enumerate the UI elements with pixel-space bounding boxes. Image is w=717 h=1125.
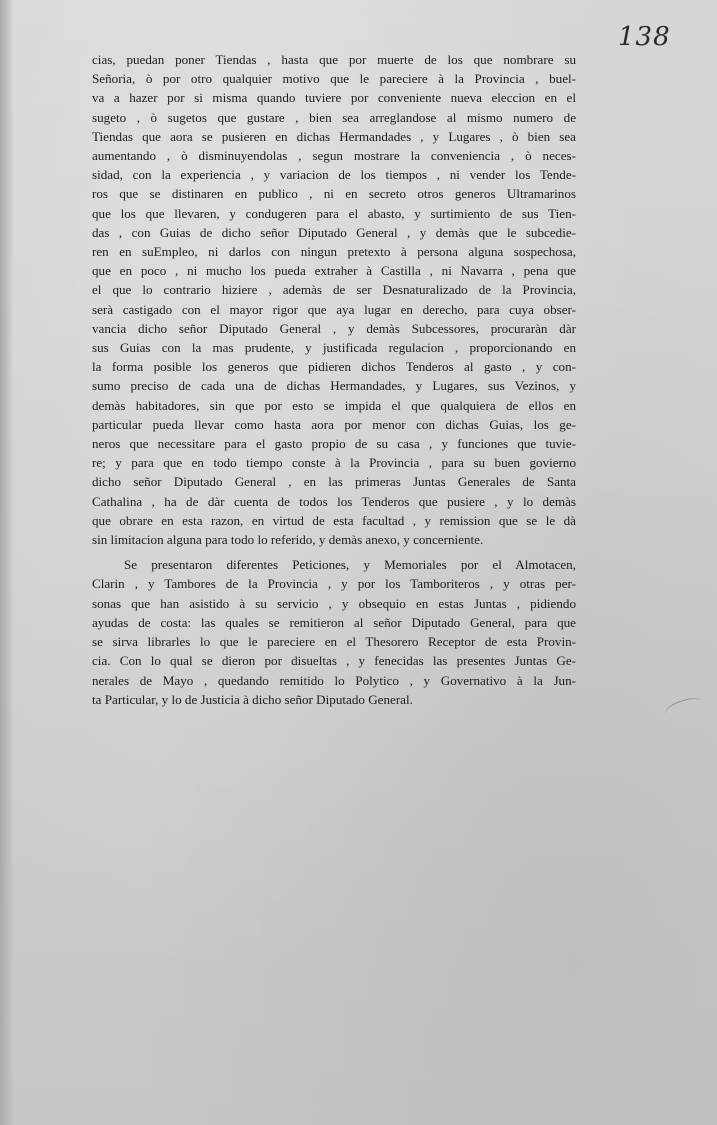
text-line: Señoria, ò por otro qualquier motivo que le pareciere à la Provincia , buel-	[92, 71, 576, 87]
text-line: das , con Guias de dicho señor Diputado General , y demàs que le subcedie-	[92, 224, 576, 240]
text-line: re; y para que en todo tiempo conste à la Provincia , para su buen govierno	[92, 455, 576, 471]
text-line: que obrare en esta razon, en virtud de esta facultad , y remission que se le dà	[92, 512, 576, 528]
binding-shadow	[0, 0, 14, 1125]
document-text	[92, 50, 576, 709]
text-line: vancia dicho señor Diputado General , y demàs Subcessores, procuraràn dàr	[92, 320, 576, 336]
page-number: 138	[618, 22, 671, 52]
text-line: Se presentaron diferentes Peticiones, y Memoriales por el Almotacen,	[124, 557, 576, 573]
paper-mark	[662, 694, 705, 723]
text-line: que en poco , ni mucho los pueda extraher à Castilla , ni Navarra , pena que	[92, 263, 576, 279]
text-line: neros que necessitare para el gasto propio de su casa , y funciones que tuvie-	[92, 436, 576, 452]
text-line: que los que llevaren, y condugeren para el abasto, y surtimiento de sus Tien-	[92, 205, 576, 221]
text-line: demàs habitadores, sin que por esto se impida el que qualquiera de ellos en	[92, 397, 576, 413]
text-line: Tiendas que aora se pusieren en dichas Hermandades , y Lugares , ò bien sea	[92, 128, 576, 144]
text-line: sidad, con la experiencia , y variacion de los tiempos , ni vender los Tende-	[92, 167, 576, 183]
text-line: ren en suEmpleo, ni darlos con ningun pretexto à persona alguna sospechosa,	[92, 244, 576, 260]
paragraph-1	[92, 50, 576, 549]
text-line: cias, puedan poner Tiendas , hasta que por muerte de los que nombrare su	[92, 52, 576, 67]
text-line: va a hazer por si misma quando tuviere por conveniente nueva eleccion en el	[92, 90, 576, 106]
text-line: se sirva librarles lo que le pareciere en el Thesorero Receptor de esta Provin-	[92, 634, 576, 650]
text-line: dicho señor Diputado General , en las primeras Juntas Generales de Santa	[92, 474, 576, 490]
text-line: sonas que han asistido à su servicio , y obsequio en estas Juntas , pidiendo	[92, 595, 576, 611]
text-line: ta Particular, y lo de Justicia à dicho señor Diputado General.	[92, 691, 413, 707]
text-line: la forma posible los generos que pidieren dichos Tenderos al gasto , y con-	[92, 359, 576, 375]
text-line: particular pueda llevar como hasta aora por menor con dichas Guias, los ge-	[92, 416, 576, 432]
text-line: cia. Con lo qual se dieron por disueltas , y fenecidas las presentes Juntas Ge-	[92, 653, 576, 669]
text-line: ayudas de costa: las quales se remitieron al señor Diputado General, para que	[92, 614, 576, 630]
text-line: sugeto , ò sugetos que gustare , bien sea arreglandose al mismo numero de	[92, 109, 576, 125]
text-line: el que lo contrario hiziere , ademàs de ser Desnaturalizado de la Provincia,	[92, 282, 576, 298]
text-line: aumentando , ò disminuyendolas , segun mostrare la conveniencia , ò neces-	[92, 148, 576, 164]
text-line: sus Guias con la mas prudente, y justificada regulacion , proporcionando en	[92, 340, 576, 356]
text-line: serà castigado con el mayor rigor que aya lugar en derecho, para cuya obser-	[92, 301, 576, 317]
paragraph-2	[92, 555, 576, 709]
text-line: Cathalina , ha de dàr cuenta de todos los Tenderos que pusiere , y lo demàs	[92, 493, 576, 509]
text-line: sumo preciso de cada una de dichas Hermandades, y Lugares, sus Vezinos, y	[92, 378, 576, 394]
text-line: Clarin , y Tambores de la Provincia , y por los Tamboriteros , y otras per-	[92, 576, 576, 592]
text-line: ros que se distinaren en publico , ni en secreto otros generos Ultramarinos	[92, 186, 576, 202]
text-line: sin limitacion alguna para todo lo referido, y demàs anexo, y concerniente.	[92, 532, 484, 548]
text-line: nerales de Mayo , quedando remitido lo Polytico , y Governativo à la Jun-	[92, 672, 576, 688]
